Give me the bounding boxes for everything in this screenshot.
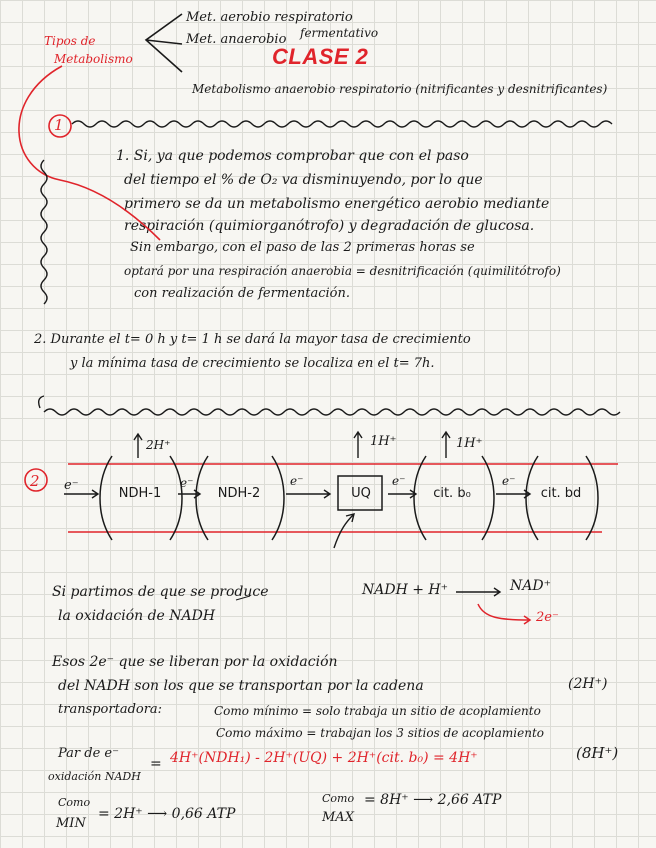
tipos-label-line2: Metabolismo xyxy=(54,52,133,66)
max-value: = 8H⁺ ⟶ 2,66 ATP xyxy=(364,792,502,808)
par-label-line2: oxidación NADH xyxy=(48,770,141,783)
como-minimo-text: Como mínimo = solo trabaja un sitio de acoplamiento xyxy=(214,704,541,718)
divider-wave-2 xyxy=(39,396,620,415)
protons-1h-label: 1H⁺ xyxy=(370,434,397,449)
answer1-line: del tiempo el % de O₂ va disminuyendo, por lo que xyxy=(124,172,483,188)
tipos-label-line1: Tipos de xyxy=(44,34,96,48)
uq-input-arrow xyxy=(334,514,354,548)
max-label-a: Como xyxy=(322,792,355,805)
answer1-line: con realización de fermentación. xyxy=(134,286,350,301)
answer1-line: 1. Si, ya que podemos comprobar que con el paso xyxy=(116,148,469,164)
electron-label: e⁻ xyxy=(64,478,79,493)
bracket-lines xyxy=(146,14,182,72)
reaction-arrow xyxy=(456,588,500,596)
nadh-text-line2: la oxidación de NADH xyxy=(58,608,216,624)
complex-outline xyxy=(338,476,382,510)
marker-circle-1 xyxy=(49,115,71,137)
answer2-line1: 2. Durante el t= 0 h y t= 1 h se dará la mayor tasa de crecimiento xyxy=(34,332,471,347)
par-label-line1: Par de e⁻ xyxy=(58,746,119,761)
nadh-text-line1: Si partimos de que se produce xyxy=(52,584,269,600)
complex-uq: UQ xyxy=(351,486,371,501)
complex-cit-bd: cit. bd xyxy=(540,486,582,501)
reaction-right: NAD⁺ xyxy=(510,578,551,594)
complex-outline xyxy=(414,456,494,540)
electron-label: e⁻ xyxy=(180,476,194,490)
parts-arrow xyxy=(236,596,250,600)
esos-line1: Esos 2e⁻ que se liberan por la oxidación xyxy=(52,654,338,670)
min-label-a: Como xyxy=(58,796,91,809)
marker-circle-2 xyxy=(25,469,47,491)
divider-wave-1 xyxy=(72,121,612,127)
complex-outline xyxy=(526,456,598,540)
answer1-line: respiración (quimiorganótrofo) y degradación de glucosa. xyxy=(124,218,535,234)
esos-line2: del NADH son los que se transportan por la cadena xyxy=(58,678,424,694)
answer1-line: primero se da un metabolismo energético aerobio mediante xyxy=(124,196,550,212)
red-connector-curve xyxy=(19,66,160,240)
equation-equals: = xyxy=(150,756,162,772)
electron-release-arrow xyxy=(478,604,530,624)
section-marker-2: 2 xyxy=(30,472,40,490)
como-maximo-text: Como máximo = trabajan los 3 sitios de acoplamiento xyxy=(216,726,545,740)
complex-ndh2: NDH-2 xyxy=(217,486,261,501)
met-aerobio-text: Met. aerobio respiratorio xyxy=(186,10,353,25)
met-anaerobio-respiratorio-text: Metabolismo anaerobio respiratorio (nitrificantes y desnitrificantes) xyxy=(192,82,608,96)
esos-2h: (2H⁺) xyxy=(568,676,608,692)
max-label-b: MAX xyxy=(322,810,354,825)
min-value: = 2H⁺ ⟶ 0,66 ATP xyxy=(98,806,236,822)
protons-1h-label: 1H⁺ xyxy=(456,436,483,451)
section-marker-1: 1 xyxy=(54,116,64,134)
complex-outline xyxy=(196,456,284,540)
answer1-line: Sin embargo, con el paso de las 2 primeras horas se xyxy=(130,240,475,255)
min-label-b: MIN xyxy=(56,816,86,831)
electron-label: e⁻ xyxy=(290,474,304,488)
reaction-left: NADH + H⁺ xyxy=(362,582,449,598)
answer2-line2: y la mínima tasa de crecimiento se localiza en el t= 7h. xyxy=(70,356,435,371)
complex-ndh1: NDH-1 xyxy=(118,486,162,501)
proton-arrows xyxy=(134,432,450,458)
equation-8h: (8H⁺) xyxy=(576,744,619,762)
complex-cit-bo: cit. b₀ xyxy=(433,486,471,501)
protons-2h-label: 2H⁺ xyxy=(146,438,171,452)
reaction-electrons: 2e⁻ xyxy=(536,610,559,625)
complex-outline xyxy=(100,456,182,540)
transportadora-label: transportadora: xyxy=(58,702,163,717)
electron-label: e⁻ xyxy=(392,474,406,488)
met-fermentativo-text: fermentativo xyxy=(300,26,379,40)
equation-red: 4H⁺(NDH₁) - 2H⁺(UQ) + 2H⁺(cit. b₀) = 4H⁺ xyxy=(170,750,478,766)
electron-arrows xyxy=(64,490,530,498)
answer1-line: optará por una respiración anaerobia = desnitrificación (quimilitótrofo) xyxy=(124,264,561,278)
page-title: CLASE 2 xyxy=(272,44,369,69)
met-anaerobio-text: Met. anaerobio xyxy=(186,32,287,47)
electron-label: e⁻ xyxy=(502,474,516,488)
vertical-squiggle xyxy=(41,160,47,304)
